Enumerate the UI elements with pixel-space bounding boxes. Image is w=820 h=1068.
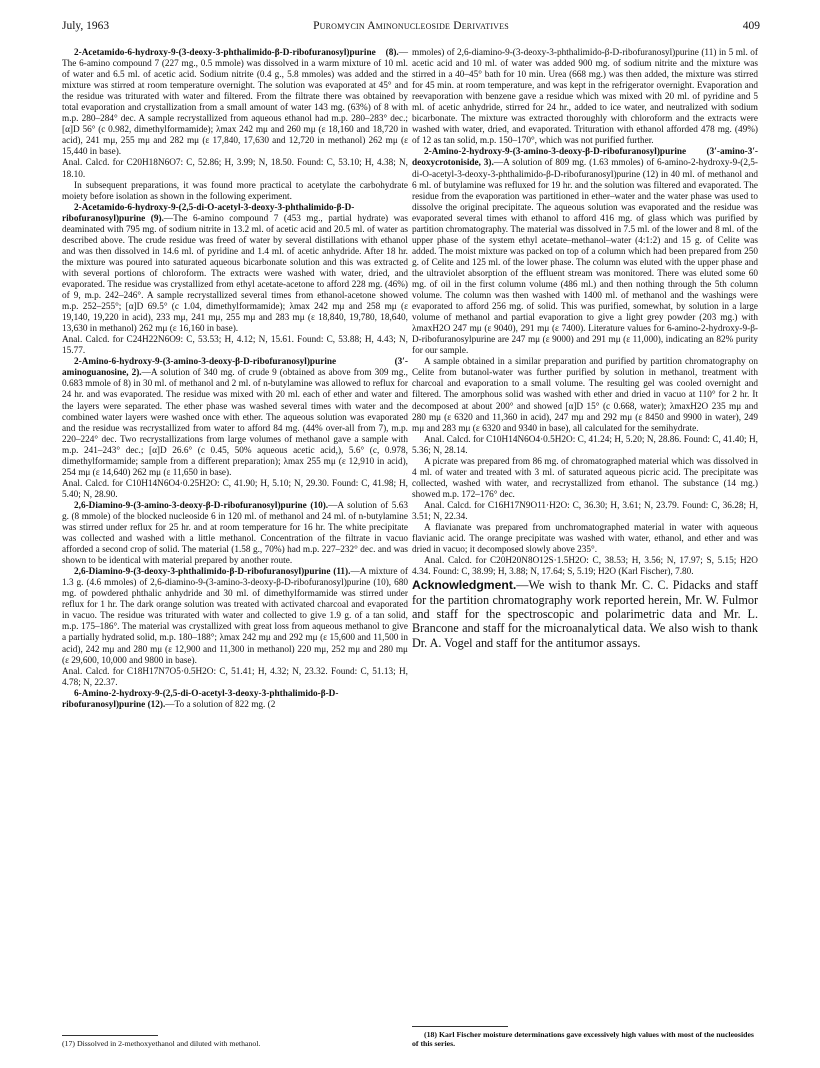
paragraph-text: —The 6-amino compound 7 (453 mg., partial hydrate) was deaminated with 795 mg. of sodium nitrite in 13.2 ml. of acetic acid and 20.5 ml. of water as described above. The crude residue was freed of water by several distillations with ethanol and was then dissolved in 14.6 ml. of pyridine and 1.4 ml. of acetic anhydride. After 18 hr. the mixture was poured into saturated aqueous bicarbonate solution and this was extracted with several portions of chloroform. The extracts were washed with water, dried, and evaporated. The residue was crystallized from ethyl acetate-acetone to afford 228 mg. (46%) of 9, m.p. 242–246°. A sample recrystallized several times from ethanol-acetone showed m.p. 252–255°; [α]D 69.5° (c 1.04, dimethylformamide); λmax 242 mμ and 258 mμ (ε 19,140, 19,220 in acid), 233 mμ, 241 mμ, 255 mμ and 283 mμ (ε 18,840, 19,780, 18,640, 13,630 in methanol) 262 mμ (ε 16,160 in base). [62,213,408,335]
paragraph-text: Anal. Calcd. for C24H22N6O9: C, 53.53; H, 4.12; N, 15.61. Found: C, 53.88; H, 4.43; N, 15.77. [62,335,408,357]
paragraph-text: Anal. Calcd. for C10H14N6O4·0.5H2O: C, 41.24; H, 5.20; N, 28.86. Found: C, 41.40; H, 5.36; N, 28.14. [412,434,758,456]
paragraph-text: A sample obtained in a similar preparation and purified by partition chromatography on Celite from butanol-water was further purified by solution in methanol, treatment with charcoal and evaporation to a small volume. The resulting gel was cooled overnight and filtered. The amorphous solid was washed with ether and dried in vacuo at 110° for 2 hr. It decomposed at about 200° and showed [α]D 15° (c 0.668, water); λmaxH2O 235 mμ and 280 mμ (ε 6320 and 11,360 in acid), 247 mμ and 292 mμ (ε 8450 and 9900 in water), 249 mμ and 283 mμ (ε 6320 and 9340 in base), all calculated for the semihydrate. [412,357,758,434]
left_column-paragraph [62,479,408,501]
paragraph-text: —The 6-amino compound 7 (227 mg., 0.5 mmole) was dissolved in a warm mixture of 10 ml. of water and 6.5 ml. of acetic acid. Sodium nitrite (0.4 g., 5.8 mmoles) was added and the mixture was stirred at room temperature overnight. The solution was evaporated at 45° and the residue was triturated with water and filtered. From the filtrate there was obtained by total evaporation and crystallization from a small amount of water 143 mg. (63%) of 8 with m.p. 280–284° dec. A sample recrystallized from aqueous ethanol had m.p. 280–283° dec.; [α]D 56° (c 0.982, dimethylformamide); λmax 242 mμ and 260 mμ (ε 18,160 and 18,720 in acid), 241 mμ, 255 mμ and 282 mμ (ε 17,840, 17,630 and 12,720 in methanol) 262 mμ (ε 15,440 in base). [62,48,408,158]
paragraph-text: A picrate was prepared from 86 mg. of chromatographed material which was dissolved in 4 ml. of water and treated with 3 ml. of saturated aqueous picric acid. The precipitate was collected, washed with water, and recrystallized from ethanol. The substance (14 mg.) showed m.p. 172–176° dec. [412,456,758,500]
right_column-paragraph [412,457,758,501]
compound-heading: 2-Amino-6-hydroxy-9-(3-amino-3-deoxy-β-D-ribofuranosyl)purine (3′-aminoguanosine, 2). [62,357,408,379]
left_column-paragraph [62,501,408,567]
left_column-paragraph [62,181,408,203]
header-title: Puromycin Aminonucleoside Derivatives [313,20,509,32]
paragraph-text: In subsequent preparations, it was found more practical to acetylate the carbohydrate moiety before isolation as shown in the following experiment. [62,180,408,202]
right_column-paragraph [412,556,758,578]
acknowledgment [412,578,758,650]
right_column-paragraph [412,357,758,434]
compound-heading: 2,6-Diamino-9-(3-deoxy-3-phthalimido-β-D-ribofuranosyl)purine (11). [74,567,351,578]
paragraph-text: —A solution of 5.63 g. (8 mmole) of the blocked nucleoside 6 in 120 ml. of methanol and 24 ml. of n-butylamine was stirred under reflux for 25 hr. and at room temperature for 16 hr. The white precipitate was collected and washed with a little methanol. Concentration of the filtrate in vacuo afforded a second crop of solid. The material (1.58 g., 70%) had m.p. 227–232° dec. and was shown to be identical with material prepared by another route. [62,500,408,567]
compound-heading: 2,6-Diamino-9-(3-amino-3-deoxy-β-D-ribofuranosyl)purine (10). [74,500,329,511]
paragraph-text: —To a solution of 822 mg. (2 [165,699,276,710]
running-header [62,20,760,36]
paragraph-text: A flavianate was prepared from unchromatographed material in water with aqueous flavianic acid. The orange precipitate was washed with water, ethanol, and ether and was dried in vacuo; it decomposed slowly above 235°. [412,523,758,556]
left-column [62,48,408,711]
left_column-paragraph [62,689,408,711]
footnote-rule-right [412,1026,508,1027]
header-date: July, 1963 [62,20,110,32]
paragraph-text: Anal. Calcd. for C16H17N9O11·H2O: C, 36.30; H, 3.61; N, 23.79. Found: C, 36.28; H, 3.51; N, 22.34. [412,500,758,522]
paragraph-text: mmoles) of 2,6-diamino-9-(3-deoxy-3-phthalimido-β-D-ribofuranosyl)purine (11) in 5 ml. of acetic acid and 10 ml. of water was added 900 mg. of sodium nitrite and the mixture was stirred in a 40–45° bath for 10 min. Urea (668 mg.) was then added, the mixture was stirred for 45 min. at room temperature, and was kept in the refrigerator overnight. Evaporation and reevaporation with benzene gave a residue which was mixed with 20 ml. of pyridine and 5 ml. of acetic anhydride, stirred for 24 hr., added to ice water, and neutralized with sodium bicarbonate. The mixture was extracted thoroughly with chloroform and the extracts were washed with water, dried, and evaporated. Trituration with ethanol afforded 478 mg. (49%) of 12 as tan solid, m.p. 150–170°, which was not purified further. [412,48,758,147]
right-column [412,48,758,650]
footnote-rule-left [62,1035,158,1036]
left_column-paragraph [62,203,408,336]
right_column-paragraph [412,147,758,357]
compound-heading: 2-Acetamido-6-hydroxy-9-(2,5-di-O-acetyl-3-deoxy-3-phthalimido-β-D-ribofuranosyl)purine (9). [62,202,355,224]
paragraph-text: Anal. Calcd. for C10H14N6O4·0.25H2O: C, 41.90; H, 5.10; N, 29.30. Found: C, 41.98; H, 5.40; N, 28.90. [62,478,408,500]
left_column-paragraph [62,357,408,479]
paragraph-text: —A solution of 340 mg. of crude 9 (obtained as above from 309 mg., 0.683 mmole of 8) in 30 ml. of methanol and 2 ml. of n-butylamine was allowed to reflux for 24 hr. and was evaporated. The residue was mixed with 20 ml. each of ether and water and the layers were separated. The ether phase was washed several times with water and the combined water layers were washed once with ether. The aqueous solution was evaporated and the residue was recrystallized from water to afford 84 mg. (44% over-all from 7), m.p. 220–224° dec. Two recrystallizations from large volumes of methanol gave a sample with m.p. 241–243° dec.; [α]D 26.6° (c 0.45, 50% aqueous acetic acid,), 5.6° (c, 0.978, dimethylformamide; sample from a different preparation); λmax 255 mμ (ε 12,910 in acid), 254 mμ (ε 14,640) 262 mμ (ε 11,650 in base). [62,368,408,478]
left_column-paragraph [62,158,408,180]
right_column-paragraph [412,501,758,523]
compound-heading: 6-Amino-2-hydroxy-9-(2,5-di-O-acetyl-3-deoxy-3-phthalimido-β-D-ribofuranosyl)purine (12). [62,688,339,710]
compound-heading: 2-Acetamido-6-hydroxy-9-(3-deoxy-3-phthalimido-β-D-ribofuranosyl)purine (8). [74,48,399,58]
paragraph-text: Anal. Calcd. for C18H17N7O5·0.5H2O: C, 51.41; H, 4.32; N, 23.32. Found: C, 51.13; H, 4.78; N, 22.37. [62,666,408,688]
right_column-paragraph [412,523,758,556]
paragraph-text: Anal. Calcd. for C20H18N6O7: C, 52.86; H, 3.99; N, 18.50. Found: C, 53.10; H, 4.38; N, 18.10. [62,158,408,180]
left_column-paragraph [62,48,408,158]
acknowledgment-body: —We wish to thank Mr. C. C. Pidacks and staff for the partition chromatography work reported herein, Mr. W. Fulmor and staff for the spectroscopic and polarimetric data and Mr. L. Brancone and staff for the microanalytical data. We also wish to thank Dr. A. Vogel and staff for the antitumor assays. [412,578,758,650]
paragraph-text: —A solution of 809 mg. (1.63 mmoles) of 6-amino-2-hydroxy-9-(2,5-di-O-acetyl-3-deoxy-3-phthalimido-β-D-ribofuranosyl)purine (12) in 40 ml. of methanol and 6 ml. of butylamine was refluxed for 19 hr. and the solution was filtered and evaporated. The residue from the evaporation was partitioned in ether–water and the water phase was used to dissolve the original precipitate. The aqueous solution was evaporated and the residue was evaporated several times with ethanol to afford 416 mg. of glass which was purified by partition chromatography. The material was dissolved in 7.5 ml. of the lower and 8 ml. of the upper phase of the system ethyl acetate–methanol–water (4:1:2) and 15 g. of Celite was added. The moist mixture was packed on top of a column which had been prepared from 250 g. of Celite and 125 ml. of the lower phase. The column was eluted with the upper phase and the ultraviolet absorption of the effluent stream was monitored. There was eluted some 60 mg. of oil in the first column volume (486 ml.) and then nothing through the 5th column volume. The column was then washed with 1400 ml. of methanol and the washings were evaporated to afford 256 mg. of solid. This was purified, somewhat, by solution in a large volume of methanol and partial evaporation to give a light grey powder (203 mg.) with λmaxH2O 247 mμ (ε 9040), 291 mμ (ε 7400). Literature values for 6-amino-2-hydroxy-9-β-D-ribofuranosylpurine are 247 mμ (ε 9000) and 291 mμ (ε 11,000), indicating an 82% purity for our sample. [412,158,758,357]
footnote-18: (18) Karl Fischer moisture determinations gave excessively high values with most of the nucleosides of this series. [412,1030,754,1048]
footnote-17: (17) Dissolved in 2-methoxyethanol and diluted with methanol. [62,1039,261,1048]
acknowledgment-title: Acknowledgment. [412,578,517,593]
right-column-body [412,48,758,578]
paragraph-text: —A mixture of 1.3 g. (4.6 mmoles) of 2,6-diamino-9-(3-amino-3-deoxy-β-D-ribofuranosyl)purine (10), 680 mg. of powdered phthalic anhydride and 30 ml. of dimethylformamide was stirred under reflux for 1 hr. The dark orange solution was treated with activated charcoal and evaporated in vacuo. The residue was triturated with water and collected to give 1.9 g. of a tan solid, m.p. 175–186°. The material was crystallized with great loss from aqueous methanol to give a partially hydrated solid, m.p. 180–188°; λmax 242 mμ and 292 mμ (ε 15,600 and 11,500 in acid), 242 mμ and 280 mμ (ε 12,900 and 11,300 in methanol) 220 mμ, 252 mμ and 280 mμ (ε 29,600, 10,000 and 9800 in base). [62,567,408,666]
right_column-paragraph [412,435,758,457]
left_column-paragraph [62,667,408,689]
left_column-paragraph [62,567,408,666]
page-number: 409 [742,20,760,32]
compound-heading: 2-Amino-2-hydroxy-9-(3-amino-3-deoxy-β-D-ribofuranosyl)purine (3′-amino-3′-deoxycrotoniside, 3). [412,147,758,169]
paragraph-text: Anal. Calcd. for C20H20N8O12S·1.5H2O: C, 38.53; H, 3.56; N, 17.97; S, 5.15; H2O 4.34. Found: C, 38.99; H, 3.88; N, 17.64; S, 5.19; H2O (Karl Fischer), 7.80. [412,556,758,578]
left_column-paragraph [62,335,408,357]
right_column-paragraph [412,48,758,147]
